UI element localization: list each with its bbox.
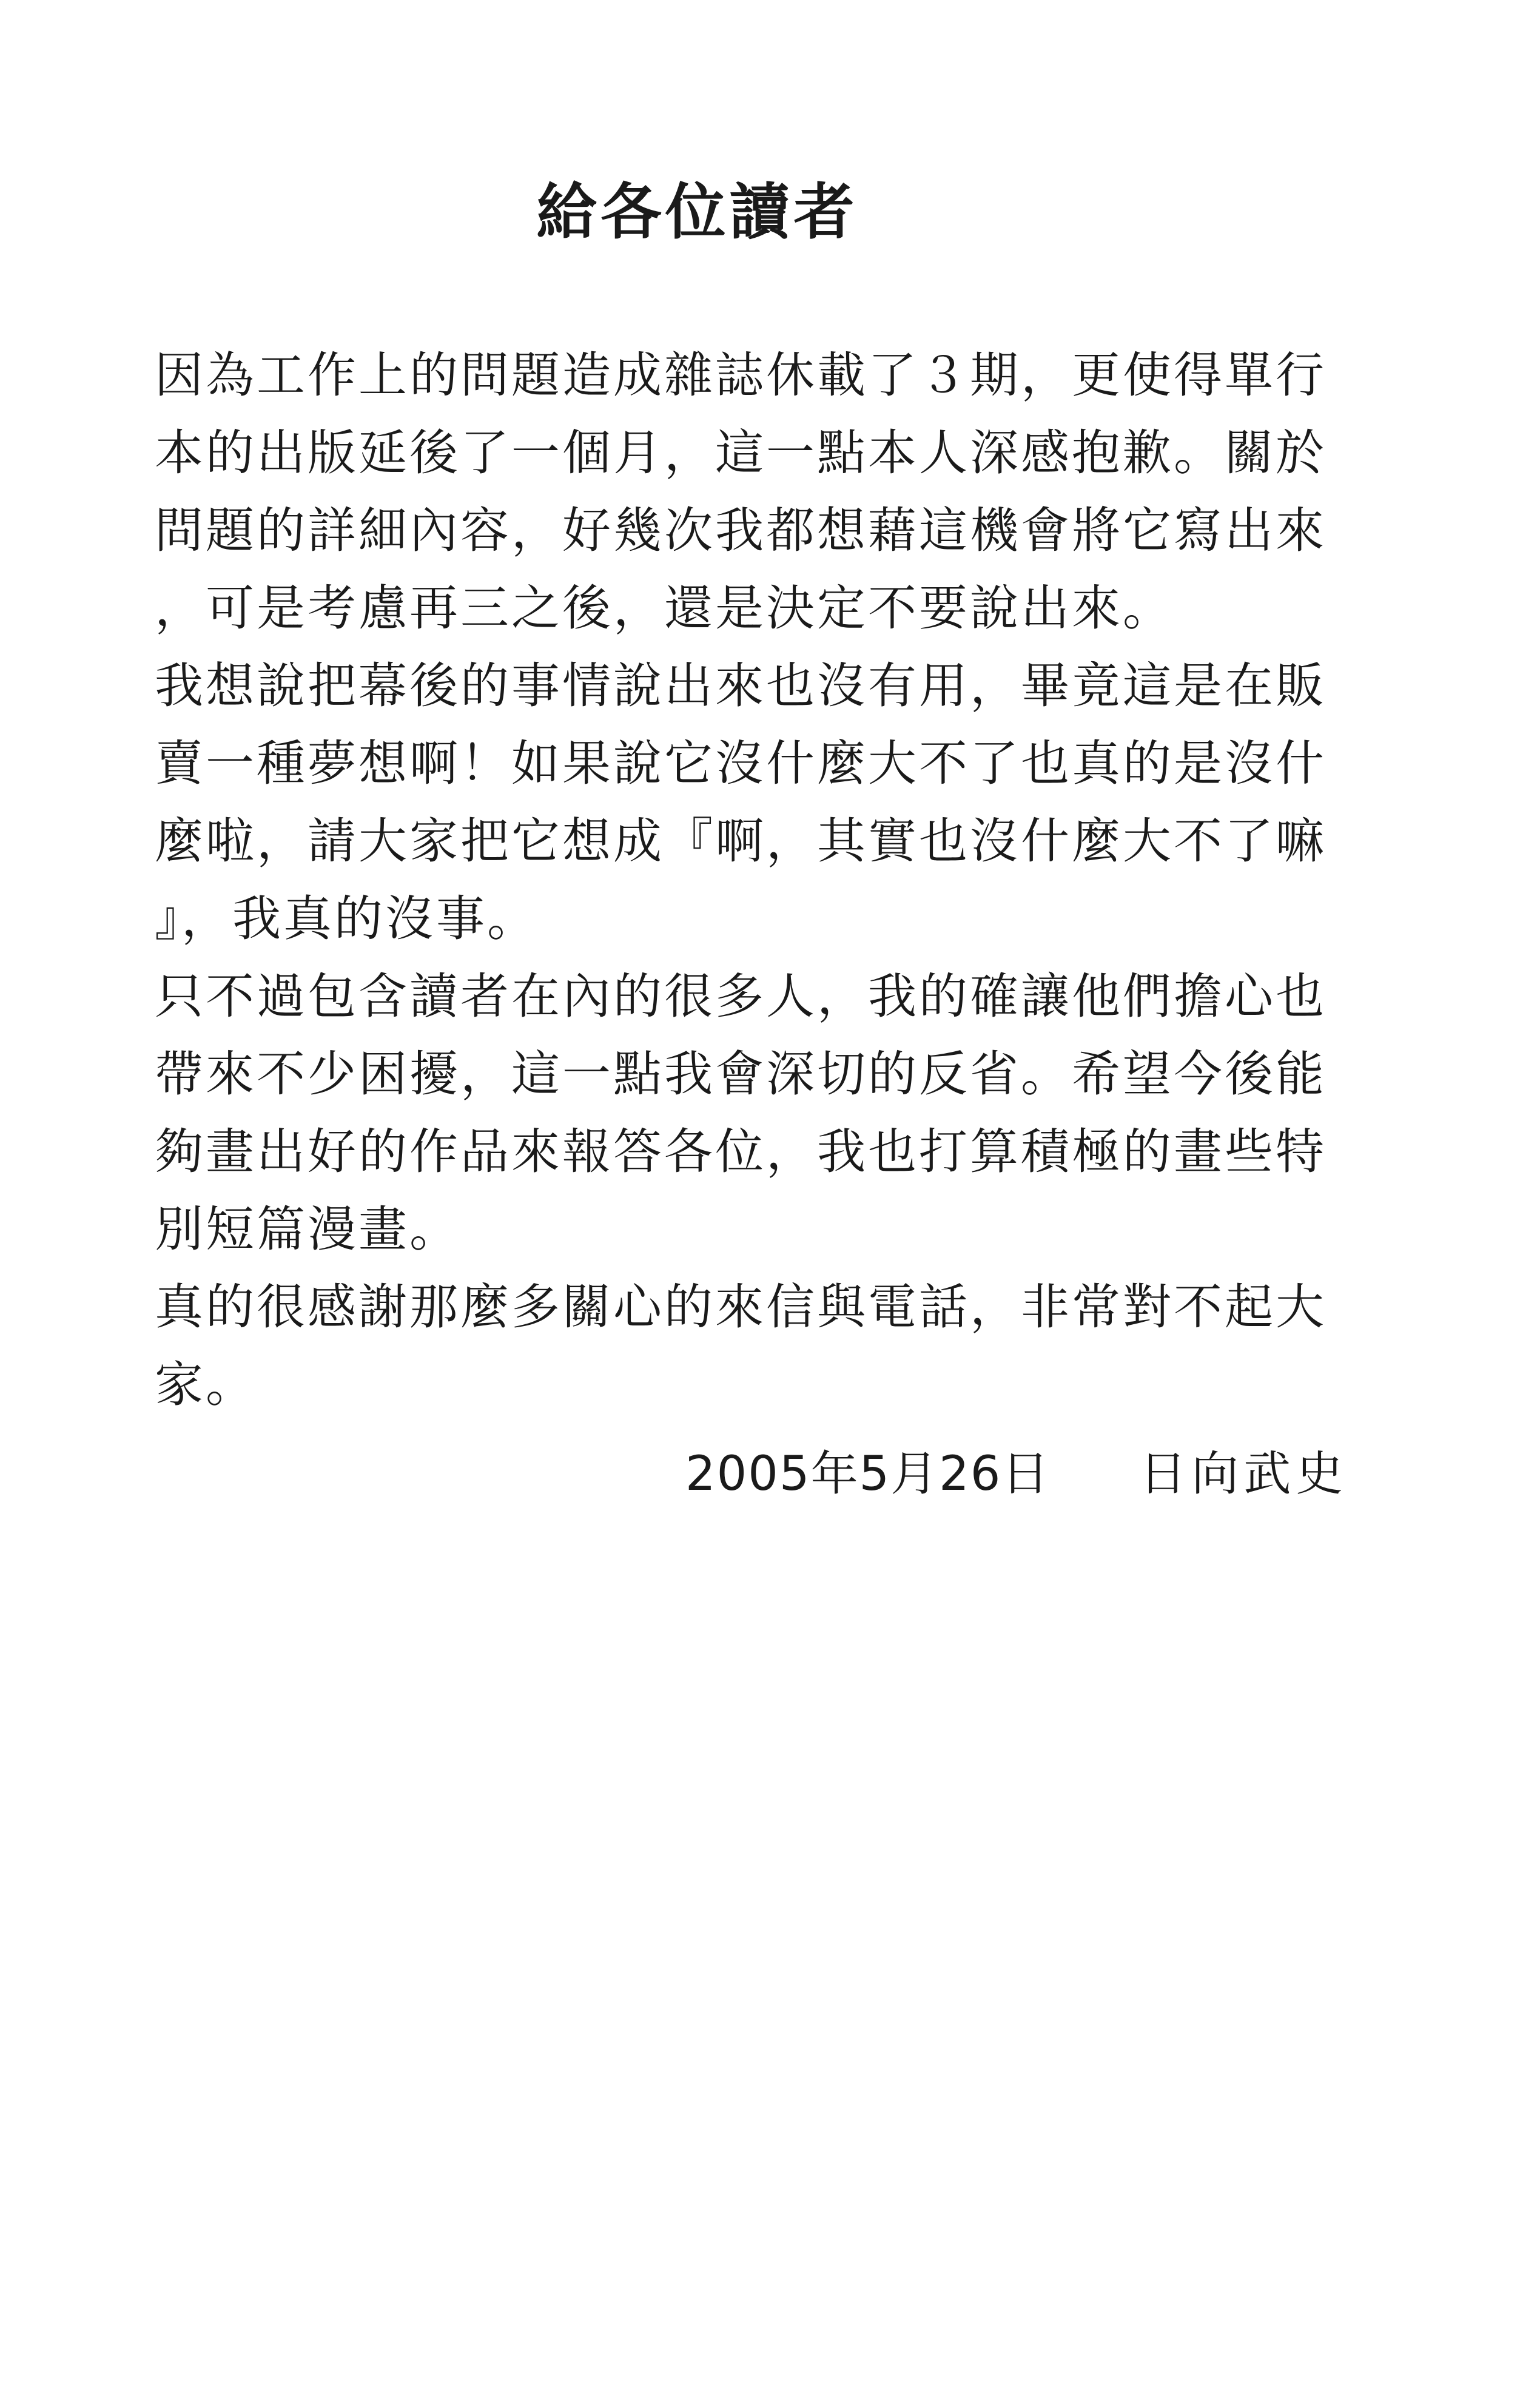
body-line: 帶來不少困擾，這一點我會深切的反省。希望今後能 (155, 1046, 1326, 1102)
page-title: 給各位讀者 (536, 177, 858, 247)
body-line: 我想說把幕後的事情說出來也沒有用，畢竟這是在販 (155, 658, 1326, 714)
body-line: 因為工作上的問題造成雜誌休載了３期，更使得單行 (155, 347, 1326, 403)
body-line: 真的很感謝那麼多關心的來信與電話，非常對不起大 (155, 1279, 1326, 1335)
signature-author: 日向武史 (1139, 1447, 1348, 1501)
signature (685, 1438, 1348, 1510)
letter-body (155, 337, 1392, 1424)
body-line: 本的出版延後了一個月，這一點本人深感抱歉。關於 (155, 425, 1326, 481)
body-line: 』，我真的沒事。 (155, 891, 538, 947)
body-line: 問題的詳細內容，好幾次我都想藉這機會將它寫出來 (155, 502, 1326, 559)
body-line: 只不過包含讀者在內的很多人，我的確讓他們擔心也 (155, 968, 1326, 1025)
body-line: ，可是考慮再三之後，還是決定不要說出來。 (155, 580, 1174, 636)
body-line: 麼啦，請大家把它想成『啊，其實也沒什麼大不了嘛 (155, 813, 1326, 869)
body-line: 別短篇漫畫。 (155, 1201, 460, 1258)
signature-date: 2005年5月26日 (685, 1447, 1051, 1501)
body-line: 賣一種夢想啊！如果說它沒什麼大不了也真的是沒什 (155, 735, 1326, 792)
body-line: 家。 (155, 1356, 257, 1413)
body-line: 夠畫出好的作品來報答各位，我也打算積極的畫些特 (155, 1123, 1326, 1180)
